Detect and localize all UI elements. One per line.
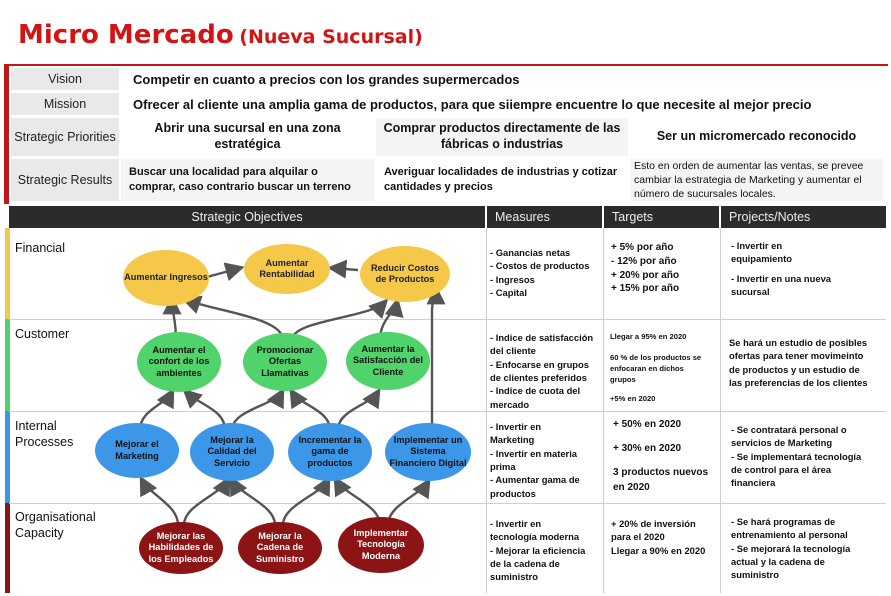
title-main: Micro Mercado <box>18 20 234 50</box>
vision-label: Vision <box>11 68 119 90</box>
arrow <box>207 268 240 277</box>
project-item: sucursal <box>731 286 770 298</box>
objective-habilidades-empleados: Mejorar las Habilidades de los Empleados <box>139 522 223 574</box>
results-label: Strategic Results <box>11 159 119 201</box>
targets-financial <box>611 241 679 296</box>
target-item: + 50% en 2020 <box>613 419 682 430</box>
objective-reducir-costos: Reducir Costos de Productos <box>360 246 450 302</box>
header-projects: Projects/Notes <box>721 206 886 228</box>
project-item: las preferencias de los clientes <box>729 377 868 389</box>
measure-item: - Ingresos <box>490 273 535 285</box>
project-item: - Se mejorará la tecnología <box>731 542 851 554</box>
measure-item: - Enfocarse en grupos <box>490 358 589 370</box>
measure-item: - Costos de productos <box>490 260 590 272</box>
measure-item: de la cadena de <box>490 558 560 570</box>
project-item: - Se contratará personal o <box>731 424 847 435</box>
result-1: Buscar una localidad para alquilar o comprar, caso contrario buscar un terreno <box>121 159 374 201</box>
objective-tecnologia-moderna: Implementar Tecnología Moderna <box>338 517 424 573</box>
project-item: de productos y un estudio de <box>729 363 860 375</box>
objective-satisfaccion-cliente: Aumentar la Satisfacción del Cliente <box>346 332 430 390</box>
project-item: servicios de Marketing <box>731 437 833 449</box>
objective-promocionar-ofertas: Promocionar Ofertas Llamativas <box>243 333 327 391</box>
targets-capacity <box>611 517 705 557</box>
header-targets: Targets <box>604 206 719 228</box>
project-item: Se hará un estudio de posibles <box>729 337 868 348</box>
target-item: + 20% por año <box>611 269 680 281</box>
project-item: actual y la cadena de <box>731 556 825 568</box>
measure-item: - Capital <box>490 287 527 299</box>
vision-text: Competir en cuanto a precios con los grandes supermercados <box>133 71 520 87</box>
priority-2: Comprar productos directamente de las fábricas o industrias <box>376 118 628 156</box>
measure-item: - Aumentar gama de <box>490 474 580 486</box>
measure-item: - Invertir en materia <box>490 447 578 459</box>
header-measures: Measures <box>487 206 602 228</box>
arrow <box>283 480 328 525</box>
project-item: entrenamiento al personal <box>731 529 848 541</box>
targets-internal <box>613 418 708 495</box>
measures-financial <box>490 246 589 299</box>
target-item: 60 % de los productos se <box>610 353 702 362</box>
project-item: - Invertir en <box>731 240 783 251</box>
arrow <box>332 268 358 270</box>
target-item: Llegar a 90% en 2020 <box>611 544 706 556</box>
target-item: + 15% por año <box>611 283 680 295</box>
arrow <box>432 290 436 428</box>
measure-item: prima <box>490 461 516 473</box>
target-item: - 12% por año <box>611 255 677 267</box>
target-item: enfocaran en dichos <box>610 364 684 373</box>
objective-cadena-suministro: Mejorar la Cadena de Suministro <box>238 522 322 574</box>
project-item: equipamiento <box>731 253 792 265</box>
measure-item: de clientes preferidos <box>490 372 587 384</box>
target-item: + 5% por año <box>611 242 674 253</box>
target-item: + 30% en 2020 <box>613 443 682 455</box>
perspective-customer: Customer <box>15 327 70 341</box>
priority-3: Ser un micromercado reconocido <box>630 118 883 156</box>
objective-aumentar-ingresos: Aumentar Ingresos <box>123 250 209 306</box>
perspective-financial: Financial <box>15 241 66 255</box>
measure-item: - Invertir en <box>490 518 542 529</box>
measure-item: - Mejorar la eficiencia <box>490 544 586 556</box>
projects-capacity <box>731 515 850 582</box>
projects-customer <box>729 336 868 389</box>
measure-item: - Indice de satisfacción <box>490 332 594 343</box>
measure-item: suministro <box>490 571 538 583</box>
measure-item: - Invertir en <box>490 421 542 432</box>
priority-1: Abrir una sucursal en una zona estratégica <box>121 118 374 156</box>
target-item: para el 2020 <box>611 531 665 543</box>
perspective-capacity: Organisational Capacity <box>15 510 96 540</box>
target-item: +5% en 2020 <box>610 394 656 403</box>
project-item: financiera <box>731 477 776 489</box>
project-item: - Se hará programas de <box>731 516 836 527</box>
measures-internal <box>490 420 580 500</box>
mission-text: Ofrecer al cliente una amplia gama de productos, para que siiempre encuentre lo que necesite al mejor precio <box>133 96 812 112</box>
target-item: en 2020 <box>613 481 650 493</box>
measure-item: - Indice de cuota del <box>490 385 581 397</box>
target-item: grupos <box>610 375 636 384</box>
project-item: - Se implementará tecnología <box>731 450 862 462</box>
projects-financial <box>731 239 831 298</box>
result-2: Averiguar localidades de industrias y cotizar cantidades y precios <box>376 159 628 201</box>
measure-item: Marketing <box>490 434 535 446</box>
measure-item: productos <box>490 487 536 499</box>
project-item: ofertas para tener movimeinto <box>729 350 864 362</box>
project-item: - Invertir en una nueva <box>731 272 832 284</box>
target-item: Llegar a 95% en 2020 <box>610 332 687 341</box>
measures-customer <box>490 331 593 411</box>
objective-mejorar-marketing: Mejorar el Marketing <box>95 423 179 478</box>
measure-item: del cliente <box>490 345 536 357</box>
measure-item: tecnología moderna <box>490 531 580 543</box>
arrow <box>232 480 275 525</box>
objective-confort-ambientes: Aumentar el confort de los ambientes <box>137 332 221 392</box>
objective-sistema-financiero: Implementar un Sistema Financiero Digital <box>385 423 471 481</box>
measure-item: - Ganancias netas <box>490 247 571 258</box>
priorities-label: Strategic Priorities <box>11 118 119 156</box>
mission-label: Mission <box>11 93 119 115</box>
objective-aumentar-rentabilidad: Aumentar Rentabilidad <box>244 244 330 294</box>
arrow <box>142 480 178 525</box>
target-item: + 20% de inversión <box>611 518 696 529</box>
objective-incrementar-gama: Incrementar la gama de productos <box>288 423 372 481</box>
targets-customer <box>610 331 701 404</box>
measure-item: mercado <box>490 398 530 410</box>
arrow <box>184 480 228 525</box>
perspective-internal: Internal Processes <box>15 419 74 449</box>
arrow <box>186 300 283 340</box>
project-item: suministro <box>731 569 779 581</box>
project-item: de control para el área <box>731 464 832 476</box>
result-3: Esto en orden de aumentar las ventas, se prevee cambiar la estrategia de Marketing y aumentar el número de sucursales locales. <box>630 159 883 201</box>
projects-internal <box>731 423 861 490</box>
title-sub: (Nueva Sucursal) <box>239 26 423 48</box>
target-item: 3 productos nuevos <box>613 467 709 479</box>
header-objectives: Strategic Objectives <box>9 206 485 228</box>
measures-capacity <box>490 517 585 584</box>
objective-calidad-servicio: Mejorar la Calidad del Servicio <box>190 423 274 481</box>
